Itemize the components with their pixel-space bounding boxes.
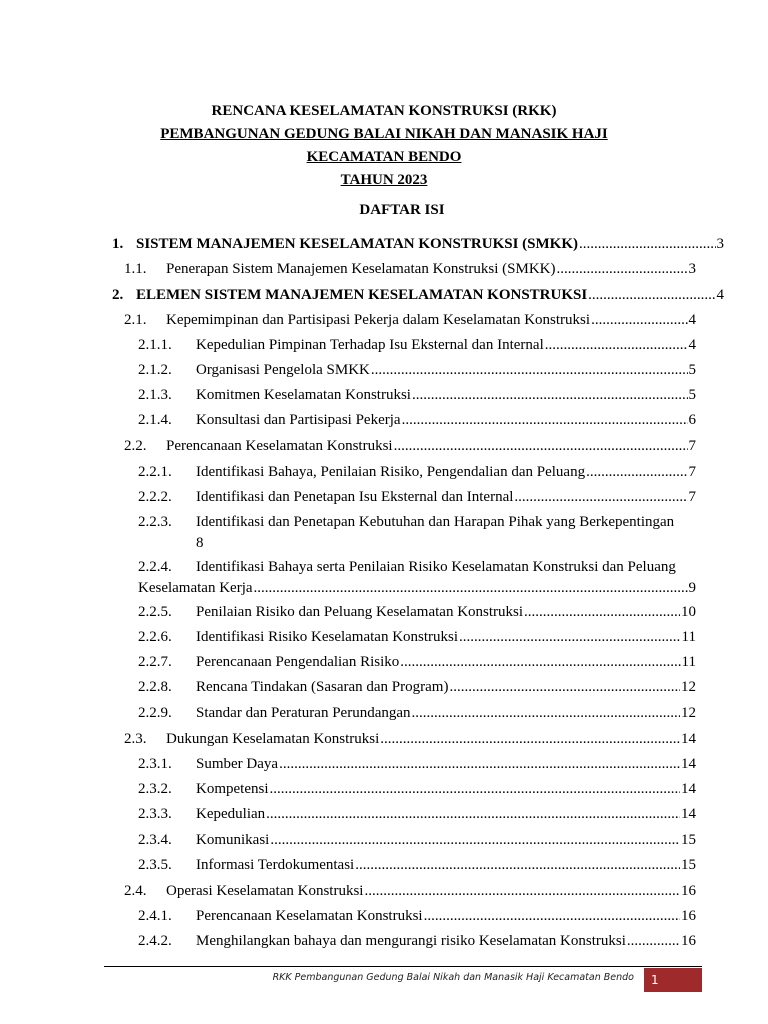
toc-number: 2.2.7.: [138, 654, 172, 670]
toc-entry-2-1[interactable]: [124, 310, 696, 330]
toc-page: 4: [716, 287, 724, 303]
toc-number: 2.2.5.: [138, 604, 172, 620]
toc-page: 16: [681, 908, 696, 924]
toc-text: Penilaian Risiko dan Peluang Keselamatan Konstruksi: [196, 604, 524, 620]
toc-leader: [424, 906, 680, 926]
toc-number: 2.4.1.: [138, 908, 172, 924]
toc-number: 2.3.1.: [138, 756, 172, 772]
toc-leader: [591, 310, 687, 330]
toc-entry-2-3-2[interactable]: [138, 779, 696, 799]
toc-leader: [371, 360, 688, 380]
toc-number: 2.2.: [124, 438, 147, 454]
toc-page: 14: [681, 756, 696, 772]
toc-text: Standar dan Peraturan Perundangan: [196, 705, 411, 721]
toc-number: 2.2.9.: [138, 705, 172, 721]
toc-entry-2-2[interactable]: [124, 436, 696, 456]
toc-page: 15: [681, 857, 696, 873]
toc-number: 2.1.4.: [138, 412, 172, 428]
toc-text: Rencana Tindakan (Sasaran dan Program): [196, 679, 449, 695]
toc-entry-1-1[interactable]: [124, 259, 696, 279]
toc-entry-2-1-2[interactable]: [138, 360, 696, 380]
title-line-2: PEMBANGUNAN GEDUNG BALAI NIKAH DAN MANASIK HAJI: [160, 126, 608, 142]
toc-number: 2.1.3.: [138, 387, 172, 403]
toc-text: Komunikasi: [196, 832, 270, 848]
toc-text: Dukungan Keselamatan Konstruksi: [166, 731, 380, 747]
toc-entry-2-2-4[interactable]: [138, 557, 696, 599]
toc-entry-2-3-4[interactable]: [138, 830, 696, 850]
toc-page: 14: [681, 781, 696, 797]
toc-number: 2.2.6.: [138, 629, 172, 645]
toc-page: 15: [681, 832, 696, 848]
toc-leader: [412, 703, 680, 723]
toc-entry-2-1-1[interactable]: [138, 335, 696, 355]
toc-leader: [449, 677, 680, 697]
toc-number: 2.3.4.: [138, 832, 172, 848]
toc-entry-1[interactable]: [112, 234, 724, 254]
toc-entry-2-2-6[interactable]: [138, 627, 696, 647]
toc-page: 4: [688, 312, 696, 328]
footer-divider: [104, 966, 702, 967]
toc-leader: [279, 754, 680, 774]
toc-leader: [394, 436, 688, 456]
toc-entry-2-2-1[interactable]: [138, 462, 696, 482]
toc-page: 12: [681, 705, 696, 721]
toc-text: Identifikasi dan Penetapan Kebutuhan dan Harapan Pihak yang Berkepentingan: [196, 514, 675, 530]
toc-page: 9: [688, 580, 696, 596]
toc-number: 2.2.1.: [138, 464, 172, 480]
toc-number: 2.3.: [124, 731, 147, 747]
toc-entry-2-4-1[interactable]: [138, 906, 696, 926]
toc-page: 3: [716, 236, 724, 252]
toc-entry-2-4-2[interactable]: [138, 931, 696, 951]
toc-text: Perencanaan Pengendalian Risiko: [196, 654, 400, 670]
title-line-3: KECAMATAN BENDO: [306, 149, 462, 165]
toc-number: 2.3.3.: [138, 806, 172, 822]
toc-entry-2-2-7[interactable]: [138, 652, 696, 672]
toc-number: 2.: [112, 287, 124, 303]
toc-leader: [459, 627, 681, 647]
toc-number: 1.1.: [124, 261, 147, 277]
toc-page: 4: [688, 337, 696, 353]
toc-entry-2-2-8[interactable]: [138, 677, 696, 697]
toc-entry-2-4[interactable]: [124, 881, 696, 901]
toc-entry-2-2-9[interactable]: [138, 703, 696, 723]
toc-text: Perencanaan Keselamatan Konstruksi: [196, 908, 423, 924]
toc-text: Informasi Terdokumentasi: [196, 857, 355, 873]
toc-number: 2.1.2.: [138, 362, 172, 378]
toc-number: 2.1.: [124, 312, 147, 328]
toc-page: 5: [688, 387, 696, 403]
toc-page: 3: [688, 261, 696, 277]
toc-entry-2-2-2[interactable]: [138, 487, 696, 507]
toc-leader: [364, 881, 680, 901]
toc-page: 11: [681, 629, 696, 645]
toc-number: 2.4.: [124, 883, 147, 899]
toc-leader: [412, 385, 688, 405]
toc-leader: [524, 602, 680, 622]
toc-number: 2.2.4.: [138, 559, 172, 575]
toc-page: 6: [688, 412, 696, 428]
toc-leader: [270, 830, 680, 850]
toc-page: 8: [196, 535, 204, 551]
toc-leader: [355, 855, 680, 875]
toc-number: 2.2.3.: [138, 514, 172, 530]
toc-leader: [400, 652, 680, 672]
toc-text: SISTEM MANAJEMEN KESELAMATAN KONSTRUKSI (SMKK): [136, 236, 578, 252]
toc-leader: [380, 729, 680, 749]
toc-text: Identifikasi Bahaya serta Penilaian Risiko Keselamatan Konstruksi dan Peluang: [196, 559, 676, 575]
toc-number: 2.2.8.: [138, 679, 172, 695]
toc-number: 2.3.2.: [138, 781, 172, 797]
toc-number: 2.3.5.: [138, 857, 172, 873]
toc-number: 2.1.1.: [138, 337, 172, 353]
toc-number: 2.4.2.: [138, 933, 172, 949]
toc-leader: [557, 259, 688, 279]
toc-text: Kepemimpinan dan Partisipasi Pekerja dalam Keselamatan Konstruksi: [166, 312, 591, 328]
toc-text: Menghilangkan bahaya dan mengurangi risiko Keselamatan Konstruksi: [196, 933, 626, 949]
toc-page: 10: [681, 604, 696, 620]
toc-page: 14: [681, 806, 696, 822]
toc-text: Komitmen Keselamatan Konstruksi: [196, 387, 411, 403]
toc-page: 7: [688, 464, 696, 480]
toc-leader: [514, 487, 687, 507]
toc-text: Kompetensi: [196, 781, 269, 797]
toc-text-continued: Keselamatan Kerja: [138, 580, 253, 596]
toc-entry-2-1-3[interactable]: [138, 385, 696, 405]
toc-text: Identifikasi Bahaya, Penilaian Risiko, Pengendalian dan Peluang: [196, 464, 586, 480]
toc-page: 14: [681, 731, 696, 747]
toc-number: 1.: [112, 236, 124, 252]
title-line-1: RENCANA KESELAMATAN KONSTRUKSI (RKK): [211, 103, 557, 119]
toc-entry-2-3[interactable]: [124, 729, 696, 749]
document-title: [0, 100, 768, 192]
toc-leader: [266, 804, 680, 824]
toc-page: 16: [681, 883, 696, 899]
toc-leader: [588, 285, 715, 305]
toc-entry-2-2-5[interactable]: [138, 602, 696, 622]
toc-heading: DAFTAR ISI: [359, 202, 445, 218]
toc-leader: [627, 931, 680, 951]
toc-leader: [402, 410, 688, 430]
toc-text: Identifikasi Risiko Keselamatan Konstruksi: [196, 629, 459, 645]
toc-text: ELEMEN SISTEM MANAJEMEN KESELAMATAN KONSTRUKSI: [136, 287, 588, 303]
toc-page: 16: [681, 933, 696, 949]
toc-page: 12: [681, 679, 696, 695]
toc-page: 11: [681, 654, 696, 670]
toc-leader: [254, 578, 688, 599]
toc-page: 7: [688, 438, 696, 454]
toc-number: 2.2.2.: [138, 489, 172, 505]
toc-entry-2-3-3[interactable]: [138, 804, 696, 824]
toc-entry-2-3-5[interactable]: [138, 855, 696, 875]
toc-text: Identifikasi dan Penetapan Isu Eksternal dan Internal: [196, 489, 514, 505]
footer-text: RKK Pembangunan Gedung Balai Nikah dan Manasik Haji Kecamatan Bendo: [272, 972, 634, 983]
toc-text: Organisasi Pengelola SMKK: [196, 362, 370, 378]
toc-entry-2-3-1[interactable]: [138, 754, 696, 774]
toc-text: Konsultasi dan Partisipasi Pekerja: [196, 412, 401, 428]
toc-leader: [545, 335, 688, 355]
toc-text: Operasi Keselamatan Konstruksi: [166, 883, 364, 899]
toc-text: Sumber Daya: [196, 756, 279, 772]
toc-text: Kepedulian Pimpinan Terhadap Isu Eksternal dan Internal: [196, 337, 544, 353]
toc-entry-2[interactable]: [112, 285, 724, 305]
toc-entry-2-1-4[interactable]: [138, 410, 696, 430]
page-number-badge: 1: [644, 968, 702, 992]
toc-page: 5: [688, 362, 696, 378]
title-line-4: TAHUN 2023: [340, 172, 428, 188]
toc-page: 7: [688, 489, 696, 505]
toc-leader: [579, 234, 716, 254]
toc-entry-2-2-3[interactable]: [138, 512, 696, 554]
toc-text: Penerapan Sistem Manajemen Keselamatan Konstruksi (SMKK): [166, 261, 556, 277]
toc-text: Kepedulian: [196, 806, 266, 822]
toc-leader: [270, 779, 681, 799]
toc-text: Perencanaan Keselamatan Konstruksi: [166, 438, 393, 454]
toc-leader: [586, 462, 687, 482]
